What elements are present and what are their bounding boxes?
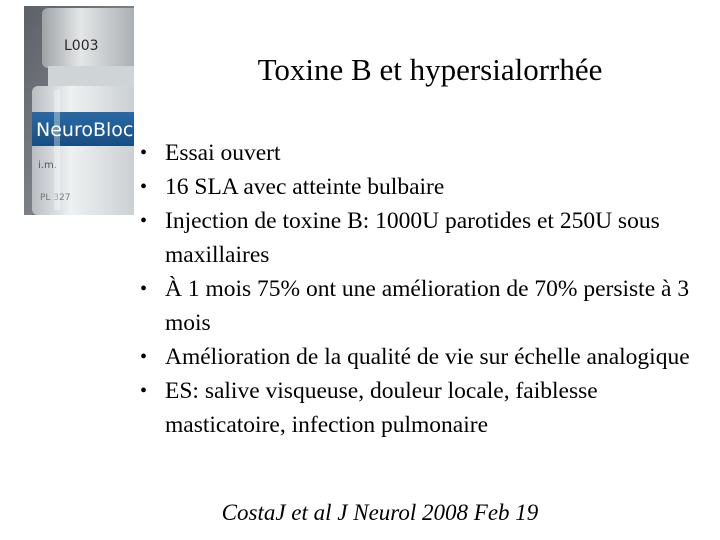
citation: CostaJ et al J Neurol 2008 Feb 19 (221, 500, 539, 525)
bullet-dot: • (140, 176, 148, 198)
bullet-item (140, 272, 700, 340)
vial-cap-label: L003 (64, 38, 99, 54)
bullet-text: Injection de toxine B: 1000U parotides et 250U sous maxillaires (165, 208, 660, 268)
bullet-list (140, 136, 700, 442)
bullet-dot: • (140, 278, 148, 300)
neurobloc-vial-photo (24, 6, 134, 215)
bullet-item (140, 340, 700, 374)
bullet-dot: • (140, 210, 148, 232)
bullet-text: ES: salive visqueuse, douleur locale, faiblesse masticatoire, infection pulmonaire (165, 378, 598, 438)
bullet-text: Essai ouvert (165, 140, 281, 166)
bullet-item (140, 136, 700, 170)
bullet-dot: • (140, 346, 148, 368)
bullet-text: Amélioration de la qualité de vie sur échelle analogique (165, 344, 690, 370)
bullet-dot: • (140, 142, 148, 164)
bullet-item (140, 374, 700, 442)
vial-illustration (24, 6, 134, 215)
vial-brand: NeuroBloc (36, 119, 134, 141)
vial-route: i.m. (38, 160, 57, 171)
bullet-item (140, 170, 700, 204)
bullet-text: À 1 mois 75% ont une amélioration de 70% persiste à 3 mois (165, 276, 690, 336)
slide-title: Toxine B et hypersialorrhée (257, 52, 603, 87)
vial-code: PL 327 (40, 193, 71, 203)
bullet-item (140, 204, 700, 272)
bullet-dot: • (140, 380, 148, 402)
bullet-text: 16 SLA avec atteinte bulbaire (165, 174, 445, 200)
